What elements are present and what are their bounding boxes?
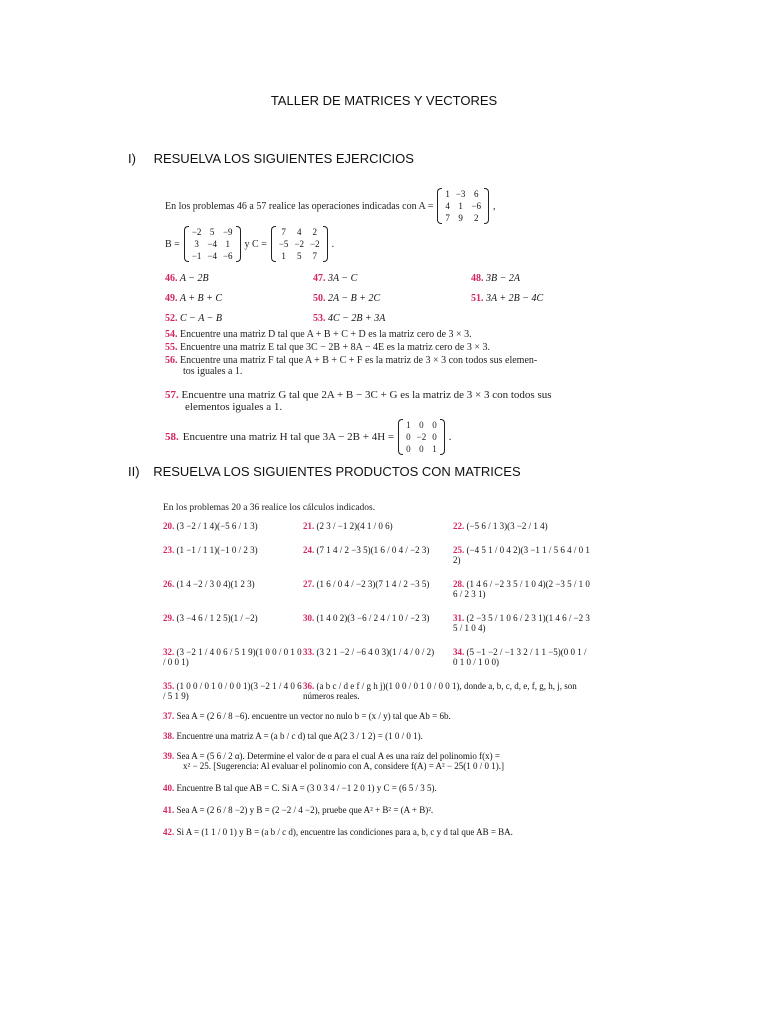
matrix-B-entry: −9 bbox=[222, 227, 233, 237]
problem-55: 55. Encuentre una matriz E tal que 3C − 2B + 8A − 4E es la matriz cero de 3 × 3. bbox=[165, 342, 490, 353]
matrix-B-entry: −4 bbox=[207, 239, 217, 249]
product-problem: 22. (−5 6 / 1 3)(3 −2 / 1 4) bbox=[453, 521, 548, 531]
product-problem: 32. (3 −2 1 / 4 0 6 / 5 1 9)(1 0 0 / 0 1 0 / 0 0 1) bbox=[163, 647, 302, 667]
matrix-B-entry: 1 bbox=[225, 239, 230, 249]
exercise-block-1: En los problemas 46 a 57 realice las operaciones indicadas con A = 1 −3 6 4 1 −6 7 9 2 , B = −2 5 −9 3 −4 1 −1 −4 −6 y C = 7 4 2 −5 −2 −2 1 5 7 . 46. A − 2B 47. 3A − C 48. 3B − 2A 49. A + B + C 50. 2A − B + 2C 51. 3A + 2B − 4C 52. C − A − B 53. 4C − 2B + 3A 54. Encuentre una matriz D tal que A + B + C + D es la matriz cero de 3 × 3. 55. Encuentre una matriz E tal que 3C − 2B + 8A − 4E es la matriz cero de 3 × 3. 56. Encuentre una matriz F tal que A + B + C + F es la matriz de 3 × 3 con todos sus elemen- tos iguales a 1. 57. Encuentre una matriz G tal que 2A + B − 3C + G es la matriz de 3 × 3 con todos sus elementos iguales a 1. 58. Encuentre una matriz H tal que 3A − 2B + 4H = 1 0 0 0 −2 0 0 0 1 . bbox=[165, 188, 565, 455]
matrix-B-label: B = bbox=[165, 238, 180, 250]
matrix-C-entry: −2 bbox=[294, 239, 305, 249]
product-problem: 20. (3 −2 / 1 4)(−5 6 / 1 3) bbox=[163, 521, 258, 531]
matrix-A-entry: 1 bbox=[458, 201, 463, 211]
matrix-A-entry: −3 bbox=[455, 189, 466, 199]
product-problem: 24. (7 1 4 / 2 −3 5)(1 6 / 0 4 / −2 3) bbox=[303, 545, 430, 555]
matrix-A-entry: 7 bbox=[445, 213, 450, 223]
section-1-number: I) bbox=[128, 151, 136, 166]
matrix-C-entry: 7 bbox=[312, 251, 318, 261]
product-problem: 29. (3 −4 6 / 1 2 5)(1 / −2) bbox=[163, 613, 258, 623]
matrix-A-entry: −6 bbox=[471, 201, 481, 211]
product-problem: 36. (a b c / d e f / g h j)(1 0 0 / 0 1 0 / 0 0 1), donde a, b, c, d, e, f, g, h, j, son números reales. bbox=[303, 681, 577, 701]
problem-57: 57. Encuentre una matriz G tal que 2A + B − 3C + G es la matriz de 3 × 3 con todos sus elementos iguales a 1. bbox=[165, 389, 552, 413]
matrix-B bbox=[184, 226, 241, 262]
matrix-H-entry: 0 bbox=[432, 420, 437, 430]
operations-grid bbox=[165, 268, 565, 326]
section-2-heading bbox=[128, 464, 521, 479]
product-problem: 26. (1 4 −2 / 3 0 4)(1 2 3) bbox=[163, 579, 255, 589]
operation-item: 48. 3B − 2A bbox=[471, 273, 520, 284]
section-2-text: RESUELVA LOS SIGUIENTES PRODUCTOS CON MATRICES bbox=[153, 464, 521, 479]
product-problem: 33. (3 2 1 −2 / −6 4 0 3)(1 / 4 / 0 / 2) bbox=[303, 647, 435, 657]
operation-item: 47. 3A − C bbox=[313, 273, 358, 284]
operation-item: 50. 2A − B + 2C bbox=[313, 293, 381, 304]
document-title: TALLER DE MATRICES Y VECTORES bbox=[270, 93, 498, 108]
matrix-H-entry: 0 bbox=[419, 420, 424, 430]
section-2-number: II) bbox=[128, 464, 140, 479]
matrix-A-entry: 1 bbox=[445, 189, 450, 199]
matrix-C-entry: 4 bbox=[296, 227, 302, 237]
matrix-C-entry: 7 bbox=[281, 227, 286, 237]
matrix-C-label: y C = bbox=[244, 238, 267, 250]
block2-intro: En los problemas 20 a 36 realice los cálculos indicados. bbox=[163, 503, 376, 513]
problem-38: 38. Encuentre una matriz A = (a b / c d) tal que A(2 3 / 1 2) = (1 0 / 0 1). bbox=[163, 731, 423, 741]
problem-54: 54. Encuentre una matriz D tal que A + B + C + D es la matriz cero de 3 × 3. bbox=[165, 329, 472, 340]
problem-41: 41. Sea A = (2 6 / 8 −2) y B = (2 −2 / 4 −2), pruebe que A² + B² = (A + B)². bbox=[163, 805, 434, 815]
matrix-A bbox=[437, 188, 489, 224]
matrix-H-entry: 0 bbox=[406, 432, 411, 442]
operation-item: 53. 4C − 2B + 3A bbox=[313, 313, 386, 324]
matrix-B-entry: −1 bbox=[191, 251, 202, 261]
product-problem: 27. (1 6 / 0 4 / −2 3)(7 1 4 / 2 −3 5) bbox=[303, 579, 430, 589]
matrix-C-entry: 5 bbox=[296, 251, 302, 261]
matrix-A-entry: 2 bbox=[473, 213, 479, 223]
matrix-C-entry: 2 bbox=[312, 227, 318, 237]
products-grid bbox=[163, 521, 593, 701]
matrix-B-entry: −2 bbox=[191, 227, 202, 237]
matrix-B-entry: −6 bbox=[222, 251, 233, 261]
matrix-H-result bbox=[398, 419, 445, 455]
operation-item: 51. 3A + 2B − 4C bbox=[471, 293, 544, 304]
problem-39: 39. Sea A = (5 6 / 2 α). Determine el valor de α para el cual A es una raíz del polinomio f(x) = x² − 25. [Sugerencia: Al evaluar el polinomio con A, considere f(A) = A² − 25(1 0 / 0 1).] bbox=[163, 751, 505, 771]
block1-intro: En los problemas 46 a 57 realice las operaciones indicadas con A = bbox=[165, 200, 434, 212]
matrix-B-entry: 3 bbox=[194, 239, 199, 249]
matrix-H-entry: −2 bbox=[416, 432, 427, 442]
matrix-A-entry: 6 bbox=[473, 189, 479, 199]
matrix-B-entry: −4 bbox=[207, 251, 217, 261]
problem-56: 56. Encuentre una matriz F tal que A + B + C + F es la matriz de 3 × 3 con todos sus elemen- tos iguales a 1. bbox=[165, 355, 538, 377]
matrix-H-entry: 1 bbox=[406, 420, 411, 430]
product-problem: 23. (1 −1 / 1 1)(−1 0 / 2 3) bbox=[163, 545, 258, 555]
product-problem: 35. (1 0 0 / 0 1 0 / 0 0 1)(3 −2 1 / 4 0 6 / 5 1 9) bbox=[163, 681, 302, 701]
matrix-H-entry: 0 bbox=[419, 444, 424, 454]
matrix-C bbox=[271, 226, 328, 262]
matrix-A-entry: 4 bbox=[445, 201, 450, 211]
matrix-B-entry: 5 bbox=[209, 227, 215, 237]
matrix-C-entry: −5 bbox=[278, 239, 289, 249]
problem-42: 42. Si A = (1 1 / 0 1) y B = (a b / c d), encuentre las condiciones para a, b, c y d tal que AB = BA. bbox=[163, 827, 513, 837]
operation-item: 52. C − A − B bbox=[165, 313, 223, 324]
matrix-H-entry: 1 bbox=[432, 444, 437, 454]
section-1-text: RESUELVA LOS SIGUIENTES EJERCICIOS bbox=[153, 151, 414, 166]
operation-item: 49. A + B + C bbox=[165, 293, 223, 304]
exercise-block-2 bbox=[163, 503, 593, 837]
matrix-C-entry: 1 bbox=[281, 251, 286, 261]
product-problem: 31. (2 −3 5 / 1 0 6 / 2 3 1)(1 4 6 / −2 3 5 / 1 0 4) bbox=[453, 613, 590, 633]
product-problem: 34. (5 −1 −2 / −1 3 2 / 1 1 −5)(0 0 1 / 0 1 0 / 1 0 0) bbox=[453, 647, 587, 667]
matrix-A-entry: 9 bbox=[458, 213, 463, 223]
matrix-C-entry: −2 bbox=[310, 239, 320, 249]
product-problem: 28. (1 4 6 / −2 3 5 / 1 0 4)(2 −3 5 / 1 0 6 / 2 3 1) bbox=[453, 579, 590, 599]
matrix-H-entry: 0 bbox=[406, 444, 411, 454]
operation-item: 46. A − 2B bbox=[165, 273, 209, 284]
product-problem: 30. (1 4 0 2)(3 −6 / 2 4 / 1 0 / −2 3) bbox=[303, 613, 430, 623]
product-problem: 21. (2 3 / −1 2)(4 1 / 0 6) bbox=[303, 521, 393, 531]
section-1-heading bbox=[128, 151, 414, 166]
product-problem: 25. (−4 5 1 / 0 4 2)(3 −1 1 / 5 6 4 / 0 1 2) bbox=[453, 545, 590, 565]
problem-40: 40. Encuentre B tal que AB = C. Si A = (3 0 3 4 / −1 2 0 1) y C = (6 5 / 3 5). bbox=[163, 783, 437, 793]
problem-58: 58. Encuentre una matriz H tal que 3A − 2B + 4H = 1 0 0 0 −2 0 0 0 1 . bbox=[165, 420, 452, 454]
problem-37: 37. Sea A = (2 6 / 8 −6). encuentre un vector no nulo b = (x / y) tal que Ab = 6b. bbox=[163, 711, 451, 721]
matrix-H-entry: 0 bbox=[432, 432, 437, 442]
